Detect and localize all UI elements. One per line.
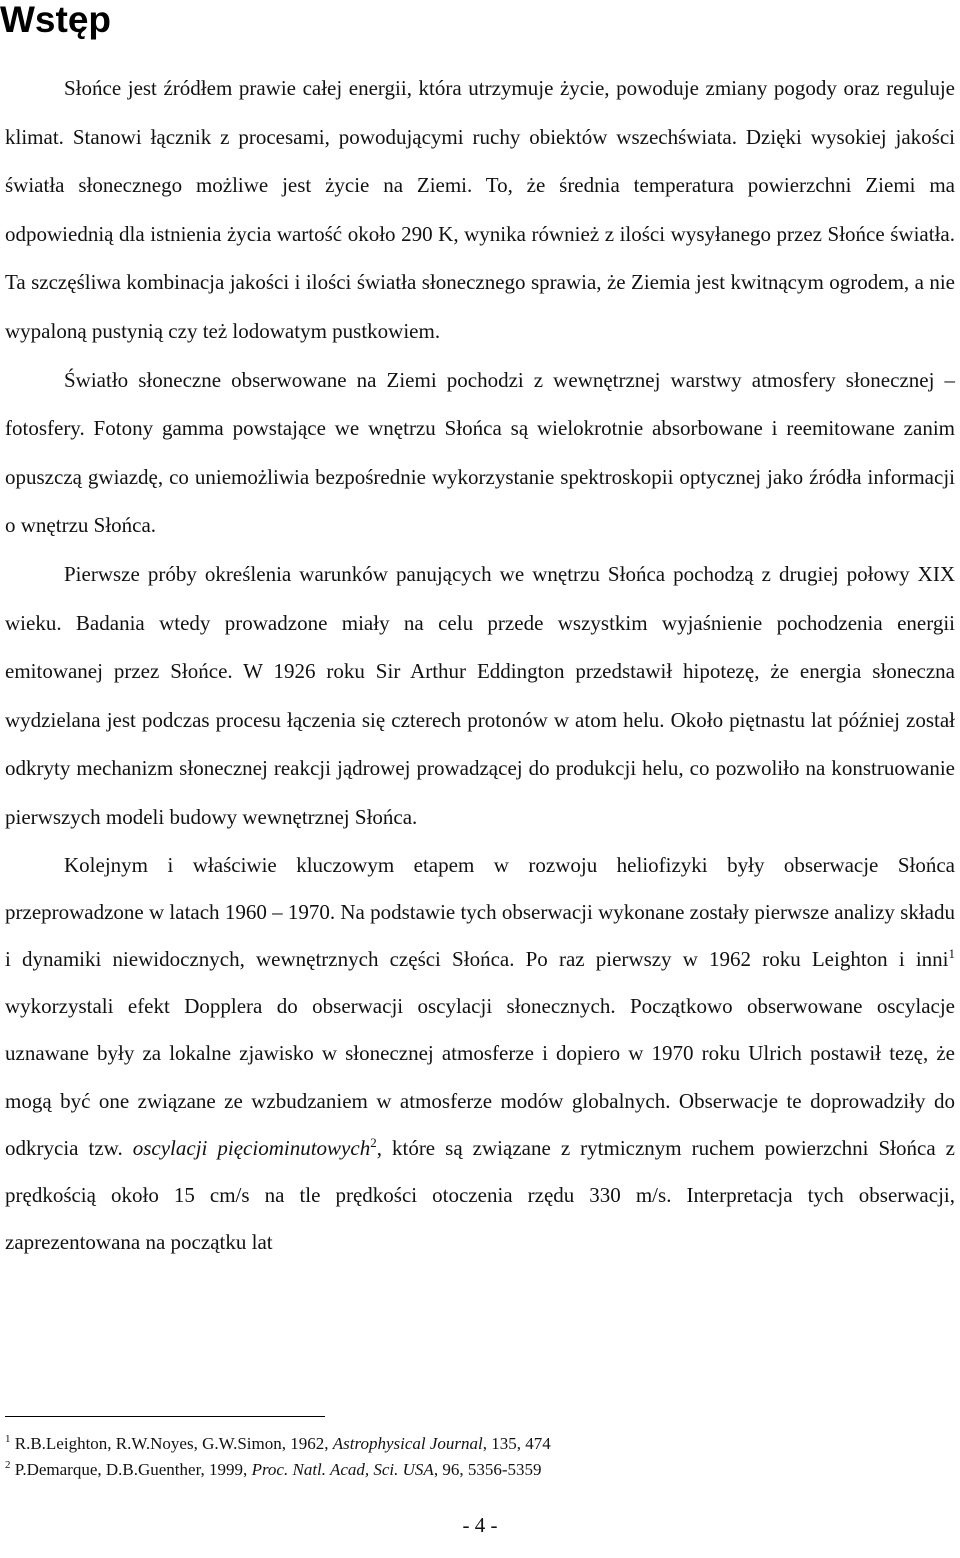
paragraph-4-part-a: Kolejnym i właściwie kluczowym etapem w rozwoju heliofizyki były obserwacje Słońca przeprowadzone w latach 1960 – 1970. Na podstawie tych obserwacji wykonane zostały pierwsze analizy składu i dynamiki niewidocznych, wewnętrznych części Słońca. Po raz pierwszy w 1962 roku Leighton i inni	[5, 852, 955, 971]
footnote-2	[5, 1457, 955, 1483]
footnote-1-authors: R.B.Leighton, R.W.Noyes, G.W.Simon, 1962,	[10, 1434, 333, 1453]
page-heading: Wstęp	[0, 0, 111, 40]
paragraph-3: Pierwsze próby określenia warunków panujących we wnętrzu Słońca pochodzą z drugiej połowy XIX wieku. Badania wtedy prowadzone miały na celu przede wszystkim wyjaśnienie pochodzenia energii emitowanej przez Słońce. W 1926 roku Sir Arthur Eddington przedstawił hipotezę, że energia słoneczna wydzielana jest podczas procesu łączenia się czterech protonów w atom helu. Około piętnastu lat później został odkryty mechanizm słonecznej reakcji jądrowej prowadzącej do produkcji helu, co pozwoliło na konstruowanie pierwszych modeli budowy wewnętrznej Słońca.	[5, 561, 955, 829]
paragraph-1: Słońce jest źródłem prawie całej energii, która utrzymuje życie, powoduje zmiany pogody oraz reguluje klimat. Stanowi łącznik z procesami, powodującymi ruchy obiektów wszechświata. Dzięki wysokiej jakości światła słonecznego możliwe jest życie na Ziemi. To, że średnia temperatura powierzchni Ziemi ma odpowiednią dla istnienia życia wartość około 290 K, wynika również z ilości wysyłanego przez Słońce światła. Ta szczęśliwa kombinacja jakości i ilości światła słonecznego sprawia, że Ziemia jest kwitnącym ogrodem, a nie wypaloną pustynią czy też lodowatym pustkowiem.	[5, 76, 955, 343]
footnotes	[5, 1431, 955, 1483]
paragraph-4-italic-term: oscylacji pięciominutowych	[132, 1135, 371, 1160]
footnote-1-journal: Astrophysical Journal	[332, 1434, 483, 1453]
footnote-1-details: , 135, 474	[482, 1434, 551, 1453]
footnote-separator	[5, 1416, 325, 1417]
paragraph-4-part-b: wykorzystali efekt Dopplera do obserwacji oscylacji słonecznych. Początkowo obserwowane oscylacje uznawane były za lokalne zjawisko w słonecznej atmosferze i dopiero w 1970 roku Ulrich postawił tezę, że mogą być one związane ze wzbudzaniem w atmosferze modów globalnych. Obserwacje te doprowadziły do odkrycia tzw.	[5, 994, 955, 1160]
footnote-2-details: , 96, 5356-5359	[433, 1460, 542, 1479]
footnote-1-mark: 1	[5, 1433, 11, 1445]
footnote-2-authors: P.Demarque, D.B.Guenther, 1999,	[10, 1460, 252, 1479]
page-number: - 4 -	[462, 1513, 498, 1537]
footnote-ref-2: 2	[370, 1134, 377, 1150]
paragraph-4	[5, 842, 955, 1267]
footnote-2-mark: 2	[5, 1459, 11, 1471]
footnote-ref-1: 1	[948, 945, 955, 961]
footnote-2-journal: Proc. Natl. Acad, Sci. USA	[251, 1460, 434, 1479]
paragraph-2: Światło słoneczne obserwowane na Ziemi pochodzi z wewnętrznej warstwy atmosfery słonecznej – fotosfery. Fotony gamma powstające we wnętrzu Słońca są wielokrotnie absorbowane i reemitowane zanim opuszczą gwiazdę, co uniemożliwia bezpośrednie wykorzystanie spektroskopii optycznej jako źródła informacji o wnętrzu Słońca.	[5, 367, 955, 538]
paragraph-4-part-c: , które są związane z rytmicznym ruchem powierzchni Słońca z prędkością około 15 cm/s na tle prędkości otoczenia rzędu 330 m/s. Interpretacja tych obserwacji, zaprezentowana na początku lat	[5, 1135, 955, 1255]
body-text	[5, 64, 955, 1266]
footnote-1	[5, 1431, 955, 1457]
